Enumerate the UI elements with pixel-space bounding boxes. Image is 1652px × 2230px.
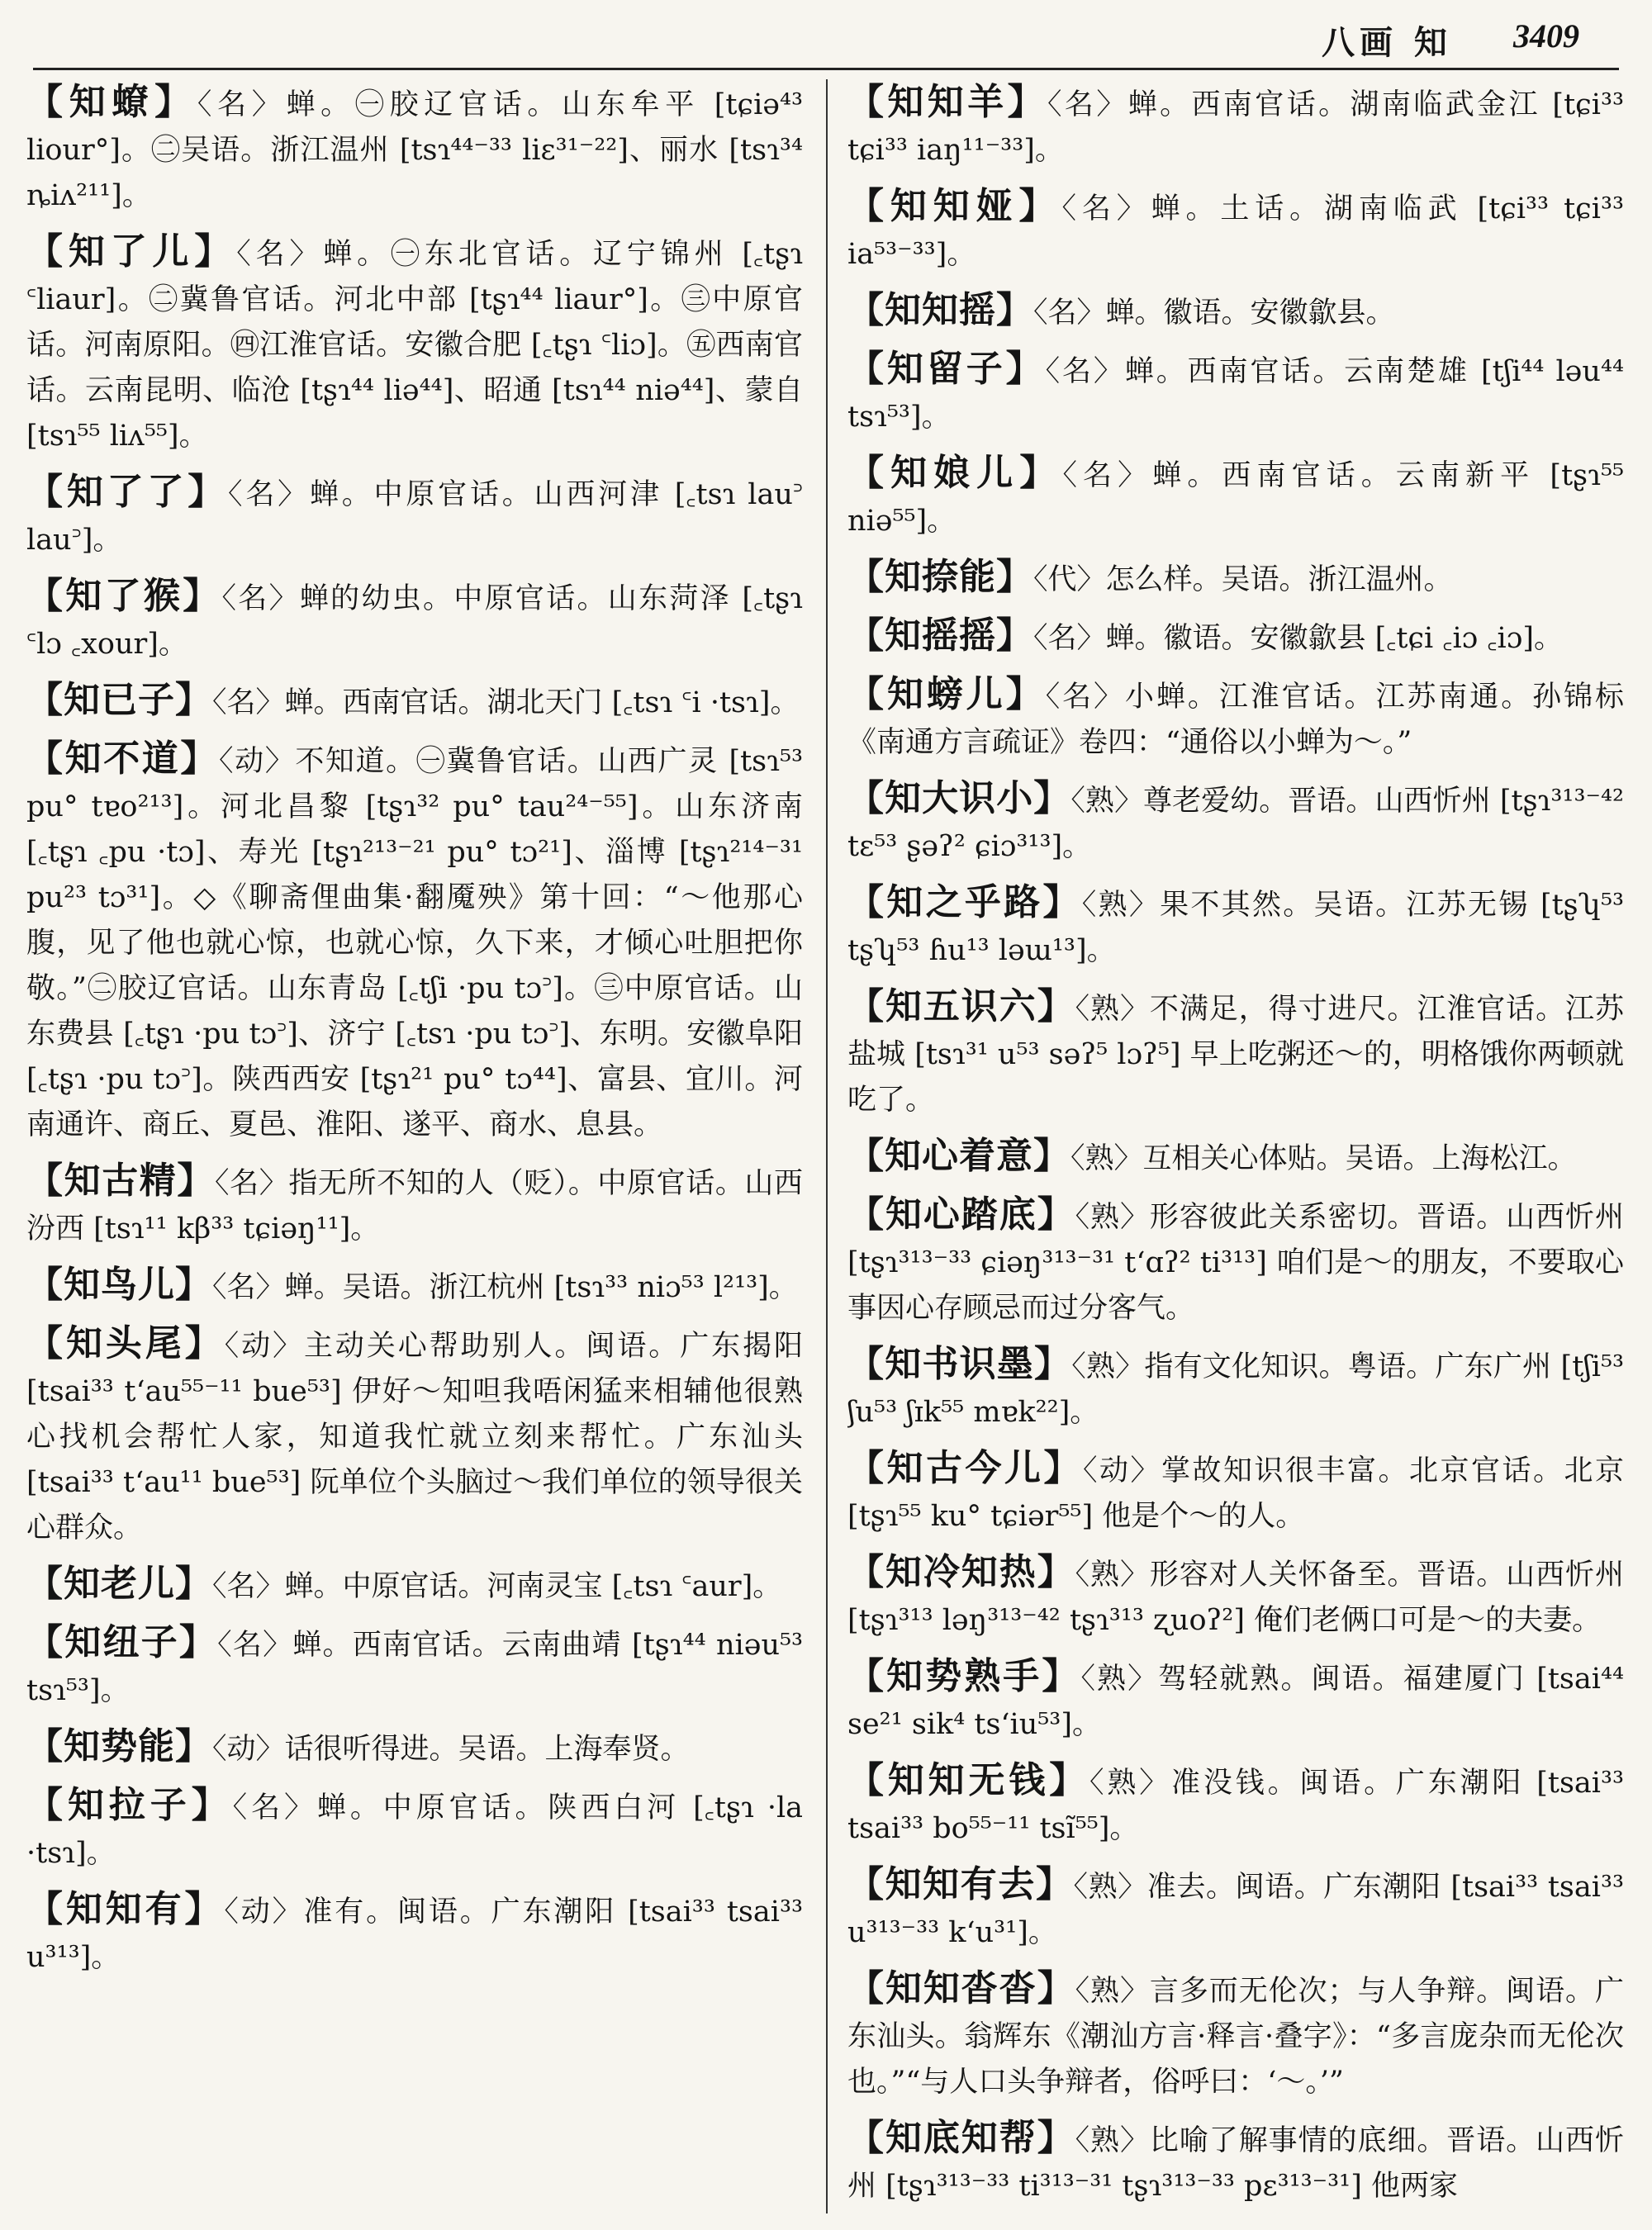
- entry-definition: 〈名〉蝉。中原官话。山西河津 [꜀tsɿ lau꜄ lau꜄]。: [26, 478, 803, 557]
- right-column: [847, 79, 1624, 2222]
- entry-headword: 【 知了了 】: [26, 471, 228, 513]
- entry-headword: 【 知知沓沓 】: [847, 1967, 1075, 2009]
- dictionary-entry: [847, 346, 1624, 440]
- dictionary-entry: [847, 776, 1624, 870]
- dictionary-entry: [26, 1782, 803, 1877]
- dictionary-entry: [847, 1341, 1624, 1435]
- dictionary-entry: [847, 1549, 1624, 1644]
- page-number: 3409: [1513, 17, 1579, 55]
- entry-definition: 〈熟〉驾轻就熟。闽语。福建厦门 [tsai⁴⁴ se²¹ sik⁴ ts‘iu⁵³]。: [847, 1663, 1624, 1741]
- page-header: [0, 0, 1652, 68]
- entry-definition: 〈名〉蝉。中原官话。陕西白河 [꜀tʂɿ ·la ·tsɿ]。: [26, 1791, 803, 1870]
- dictionary-entry: [26, 573, 803, 667]
- entry-headword: 【 知心踏底 】: [847, 1193, 1075, 1236]
- entry-definition: 〈名〉蝉。徽语。安徽歙县。: [1033, 297, 1395, 330]
- dictionary-entry: [847, 1133, 1624, 1182]
- entry-headword: 【 知知无钱 】: [847, 1759, 1089, 1801]
- entry-headword: 【 知知娅 】: [847, 185, 1061, 227]
- entry-headword: 【 知知有 】: [26, 1888, 224, 1930]
- running-head-title: 八画 知: [1322, 23, 1452, 62]
- entry-definition: 〈熟〉形容彼此关系密切。晋语。山西忻州 [tʂɿ³¹³⁻³³ ɕiəŋ³¹³⁻³¹ t‘ɑʔ² ti³¹³] 咱们是～的朋友，不要取心事因心存顾忌而过分客气。: [847, 1201, 1624, 1325]
- dictionary-entry: [26, 1620, 803, 1714]
- entry-headword: 【 知了儿 】: [26, 230, 236, 273]
- dictionary-entry: [26, 677, 803, 726]
- left-column: [26, 79, 803, 2222]
- entry-headword: 【 知古今儿 】: [847, 1447, 1083, 1489]
- entry-headword: 【 知知有去 】: [847, 1863, 1074, 1905]
- dictionary-entry: [847, 1192, 1624, 1331]
- entry-headword: 【 知已子 】: [26, 679, 212, 721]
- dictionary-entry: [26, 1262, 803, 1311]
- dictionary-entry: [26, 1321, 803, 1551]
- dictionary-entry: [847, 613, 1624, 662]
- entry-definition: 〈动〉准有。闽语。广东潮阳 [tsai³³ tsai³³ u³¹³]。: [26, 1896, 803, 1974]
- entry-definition: 〈熟〉尊老爱幼。晋语。山西忻州 [tʂɿ³¹³⁻⁴² tɛ⁵³ ʂəʔ² ɕiɔ³¹³]。: [847, 785, 1624, 863]
- entry-headword: 【 知书识墨 】: [847, 1343, 1071, 1385]
- entry-definition: 〈名〉蝉。西南官话。湖南临武金江 [tɕi³³ tɕi³³ iaŋ¹¹⁻³³]。: [847, 88, 1624, 167]
- entry-headword: 【 知摇摇 】: [847, 614, 1033, 657]
- entry-headword: 【 知纽子 】: [26, 1621, 217, 1663]
- entry-headword: 【 知老儿 】: [26, 1563, 212, 1605]
- entry-definition: 〈动〉主动关心帮助别人。闽语。广东揭阳 [tsai³³ t‘au⁵⁵⁻¹¹ bue⁵³] 伊好～知呾我唔闲猛来相辅他很熟心找机会帮忙人家，知道我忙就立刻来帮忙。广东汕头 [tsai³³ t‘au¹¹ bue⁵³] 阮单位个头脑过～我们单位的领导很关心群众。: [26, 1330, 803, 1544]
- dictionary-entry: [847, 1654, 1624, 1748]
- entry-definition: 〈熟〉指有文化知识。粤语。广东广州 [tʃi⁵³ ʃu⁵³ ʃɪk⁵⁵ mɐk²²]。: [847, 1350, 1624, 1429]
- dictionary-entry: [26, 736, 803, 1148]
- entry-definition: 〈名〉蝉。西南官话。云南楚雄 [tʃi⁴⁴ ləu⁴⁴ tsɿ⁵³]。: [847, 355, 1624, 434]
- entry-headword: 【 知不道 】: [26, 738, 219, 780]
- dictionary-entry: [847, 2115, 1624, 2209]
- entry-headword: 【 知鸟儿 】: [26, 1264, 212, 1306]
- entry-headword: 【 知势熟手 】: [847, 1655, 1080, 1697]
- dictionary-entry: [847, 1862, 1624, 1956]
- dictionary-entry: [847, 1966, 1624, 2105]
- entry-headword: 【 知之乎路 】: [847, 881, 1082, 923]
- entry-headword: 【 知蟟 】: [26, 81, 197, 123]
- entry-headword: 【 知头尾 】: [26, 1322, 225, 1364]
- column-divider: [826, 79, 828, 2213]
- dictionary-entry: [26, 79, 803, 219]
- dictionary-entry: [26, 1886, 803, 1981]
- dictionary-entry: [26, 229, 803, 459]
- entry-definition: 〈动〉话很听得进。吴语。上海奉贤。: [212, 1733, 690, 1766]
- entry-definition: 〈名〉蝉。土话。湖南临武 [tɕi³³ tɕi³³ ia⁵³⁻³³]。: [847, 192, 1624, 271]
- entry-definition: 〈名〉蝉的幼虫。中原官话。山东菏泽 [꜀tʂɿ ꜂lɔ ꜀xour]。: [26, 582, 803, 661]
- entry-headword: 【 知势能 】: [26, 1725, 212, 1767]
- entry-headword: 【 知心着意 】: [847, 1135, 1070, 1177]
- entry-definition: 〈名〉蝉。西南官话。云南曲靖 [tʂɿ⁴⁴ niəu⁵³ tsɿ⁵³]。: [26, 1629, 803, 1707]
- dictionary-entry: [847, 671, 1624, 766]
- dictionary-entry: [847, 287, 1624, 336]
- entry-headword: 【 知底知帮 】: [847, 2117, 1075, 2159]
- entry-definition: 〈熟〉准没钱。闽语。广东潮阳 [tsai³³ tsai³³ bo⁵⁵⁻¹¹ tsĩ⁵⁵]。: [847, 1767, 1624, 1845]
- entry-definition: 〈名〉蝉。西南官话。湖北天门 [꜀tsɿ ꜂i ·tsɿ]。: [212, 686, 800, 719]
- entry-definition: 〈熟〉比喻了解事情的底细。晋语。山西忻州 [tʂɿ³¹³⁻³³ ti³¹³⁻³¹ tʂɿ³¹³⁻³³ pɛ³¹³⁻³¹] 他两家: [847, 2124, 1624, 2203]
- dictionary-entry: [847, 880, 1624, 974]
- dictionary-entry: [847, 1758, 1624, 1852]
- dictionary-entry: [847, 183, 1624, 278]
- entry-definition: 〈名〉蝉。中原官话。河南灵宝 [꜀tsɿ ꜂aur]。: [212, 1570, 782, 1603]
- entry-headword: 【 知拉子 】: [26, 1784, 233, 1826]
- entry-headword: 【 知古精 】: [26, 1160, 215, 1202]
- dictionary-entry: [847, 450, 1624, 544]
- entry-definition: 〈名〉蝉。㊀东北官话。辽宁锦州 [꜀tʂɿ ꜂liaur]。㊁冀鲁官话。河北中部 [tʂɿ⁴⁴ liaur°]。㊂中原官话。河南原阳。㊃江淮官话。安徽合肥 [꜀tʂɿ ꜂liɔ]。㊄西南官话。云南昆明、临沧 [tʂɿ⁴⁴ liə⁴⁴]、昭通 [tsɿ⁴⁴ niə⁴⁴]、蒙自 [tsɿ⁵⁵ liʌ⁵⁵]。: [26, 238, 803, 453]
- entry-definition: 〈熟〉准去。闽语。广东潮阳 [tsai³³ tsai³³ u³¹³⁻³³ k‘u³¹]。: [847, 1871, 1624, 1949]
- entry-definition: 〈熟〉言多而无伦次；与人争辩。闽语。广东汕头。翁辉东《潮汕方言·释言·叠字》：“多言庞杂而无伦次也。”“与人口头争辩者，俗呼曰：‘～。’”: [847, 1975, 1624, 2099]
- entry-headword: 【 知大识小 】: [847, 777, 1070, 819]
- entry-headword: 【 知捺能 】: [847, 556, 1033, 598]
- dictionary-entry: [26, 1158, 803, 1252]
- dictionary-entry: [847, 984, 1624, 1123]
- entry-headword: 【 知冷知热 】: [847, 1551, 1075, 1593]
- entry-definition: 〈熟〉果不其然。吴语。江苏无锡 [tʂʮ⁵³ tʂʮ⁵³ ɦu¹³ ləɯ¹³]。: [847, 889, 1624, 967]
- entry-definition: 〈名〉指无所不知的人（贬）。中原官话。山西汾西 [tsɿ¹¹ kβ³³ tɕiəŋ¹¹]。: [26, 1167, 803, 1245]
- entry-definition: 〈熟〉不满足，得寸进尺。江淮官话。江苏盐城 [tsɿ³¹ u⁵³ səʔ⁵ lɔʔ⁵] 早上吃粥还～的，明格饿你两顿就吃了。: [847, 993, 1624, 1117]
- dictionary-entry: [26, 469, 803, 563]
- entry-definition: 〈动〉不知道。㊀冀鲁官话。山西广灵 [tsɿ⁵³ pu° tɐo²¹³]。河北昌黎 [tʂɿ³² pu° tau²⁴⁻⁵⁵]。山东济南 [꜀tʂɿ ꜀pu ·tɔ]、寿光 [tʂɿ²¹³⁻²¹ pu° tɔ²¹]、淄博 [tʂɿ²¹⁴⁻³¹ pu²³ tɔ³¹]。◇《聊斋俚曲集·翻魇殃》第十回：“～他那心腹，见了他也就心惊，也就心惊，久下来，才倾心吐胆把你敬。”㊁胶辽官话。山东青岛 [꜀tʃi ·pu tɔ꜄]。㊂中原官话。山东费县 [꜀tʂɿ ·pu tɔ꜄]、济宁 [꜀tsɿ ·pu tɔ꜄]、东明。安徽阜阳 [꜀tʂɿ ·pu tɔ꜄]。陕西西安 [tʂɿ²¹ pu° tɔ⁴⁴]、富县、宜川。河南通许、商丘、夏邑、淮阳、遂平、商水、息县。: [26, 745, 803, 1141]
- entry-headword: 【 知知摇 】: [847, 289, 1033, 331]
- dictionary-entry: [847, 1445, 1624, 1540]
- entry-definition: 〈名〉小蝉。江淮官话。江苏南通。孙锦标《南通方言疏证》卷四：“通俗以小蝉为～。”: [847, 681, 1624, 759]
- entry-definition: 〈代〉怎么样。吴语。浙江温州。: [1033, 563, 1453, 596]
- entry-headword: 【 知螃儿 】: [847, 673, 1046, 715]
- entry-definition: 〈熟〉互相关心体贴。吴语。上海松江。: [1070, 1142, 1577, 1175]
- dictionary-entry: [26, 1724, 803, 1772]
- entry-definition: 〈动〉掌故知识很丰富。北京官话。北京 [tʂɿ⁵⁵ ku° tɕiər⁵⁵] 他是个～的人。: [847, 1454, 1624, 1533]
- entry-headword: 【 知五识六 】: [847, 985, 1075, 1027]
- entry-headword: 【 知娘儿 】: [847, 452, 1062, 494]
- header-rule: [33, 68, 1619, 70]
- entry-definition: 〈名〉蝉。西南官话。云南新平 [tʂɿ⁵⁵ niə⁵⁵]。: [847, 459, 1624, 538]
- entry-definition: 〈熟〉形容对人关怀备至。晋语。山西忻州 [tʂɿ³¹³ ləŋ³¹³⁻⁴² tʂɿ³¹³ ʐuoʔ²] 俺们老俩口可是～的夫妻。: [847, 1559, 1624, 1637]
- entry-headword: 【 知知羊 】: [847, 81, 1047, 123]
- dictionary-entry: [847, 554, 1624, 603]
- entry-headword: 【 知了猴 】: [26, 575, 221, 617]
- entry-definition: 〈名〉蝉。㊀胶辽官话。山东牟平 [tɕiə⁴³ liour°]。㊁吴语。浙江温州 [tsɿ⁴⁴⁻³³ liɛ³¹⁻²²]、丽水 [tsɿ³⁴ ȵiʌ²¹¹]。: [26, 88, 803, 212]
- entry-definition: 〈名〉蝉。徽语。安徽歙县 [꜀tɕi ꜀iɔ ꜀iɔ]。: [1033, 622, 1563, 655]
- dictionary-entry: [847, 79, 1624, 173]
- dictionary-entry: [26, 1561, 803, 1610]
- entry-definition: 〈名〉蝉。吴语。浙江杭州 [tsɿ³³ niɔ⁵³ l²¹³]。: [212, 1271, 798, 1304]
- entry-headword: 【 知留子 】: [847, 348, 1046, 390]
